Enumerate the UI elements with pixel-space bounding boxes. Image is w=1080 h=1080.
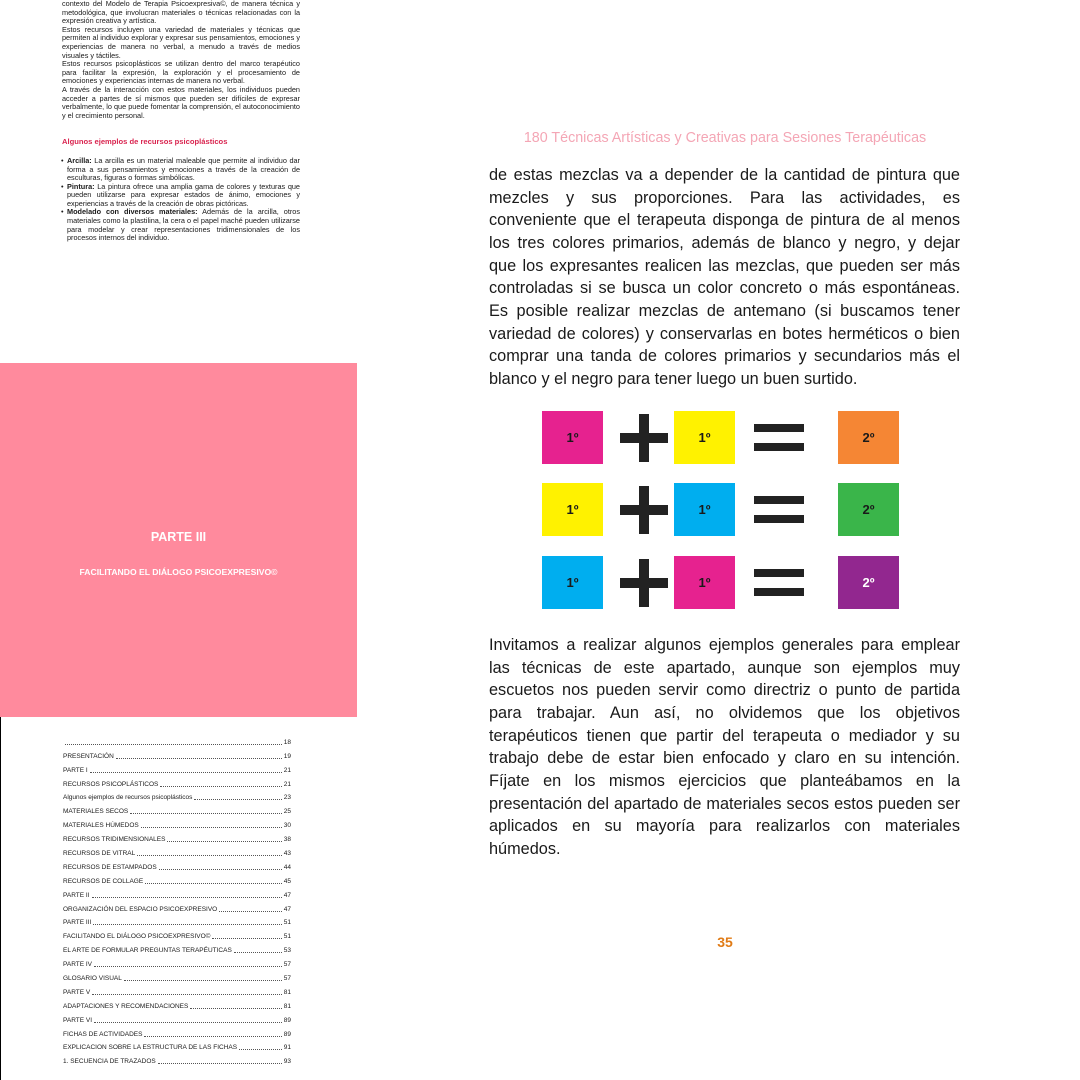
cover-subtitle: FACILITANDO EL DIÁLOGO PSICOEXPRESIVO© [79,567,278,577]
toc-leader-dots [92,897,282,898]
toc-entry-page: 91 [283,1044,291,1052]
toc-entry-page: 18 [283,738,291,746]
toc-entry[interactable] [63,774,291,788]
resource-term: Modelado con diversos materiales: [67,207,198,217]
toc-entry-label: ORGANIZACIÓN DEL ESPACIO PSICOEXPRESIVO [63,905,218,913]
toc-leader-dots [93,924,281,925]
resource-description: Además de la arcilla, otros materiales como la plastilina, la cera o el papel maché pueden utilizarse para modelar y crear representaciones tridimensionales de los procesos internos del individuo. [67,207,301,243]
plus-icon [620,414,668,462]
toc-entry-page: 23 [283,794,291,802]
equals-icon [754,569,804,597]
cover-title: PARTE III [150,530,207,544]
resource-example-item [62,183,300,209]
resource-example-item [62,157,300,183]
toc-entry-label: EL ARTE DE FORMULAR PREGUNTAS TERAPÉUTICAS [63,947,232,955]
toc-entry-page: 89 [283,1030,291,1038]
toc-leader-dots [144,1036,281,1037]
toc-leader-dots [190,1008,281,1009]
toc-entry-page: 21 [283,780,291,788]
toc-leader-dots [159,869,282,870]
toc-entry-page: 25 [283,808,291,816]
toc-entry-page: 93 [283,1058,291,1066]
toc-entry-label: PARTE V [63,988,91,996]
toc-entry[interactable] [63,899,291,913]
toc-entry[interactable] [63,857,291,871]
toc-leader-dots [239,1049,282,1050]
result-swatch: 2º [838,556,899,609]
toc-entry[interactable] [63,996,291,1010]
toc-entry[interactable] [63,913,291,927]
toc-entry-page: 43 [283,850,291,858]
toc-entry-label: RECURSOS TRIDIMENSIONALES [63,836,166,844]
toc-entry-label: FACILITANDO EL DIÁLOGO PSICOEXPRESIVO© [63,933,211,941]
toc-entry-label: PARTE I [63,766,88,774]
toc-leader-dots [234,952,282,953]
primary-color-swatch: 1º [542,411,603,464]
toc-entry[interactable] [63,885,291,899]
toc-entry-label: FICHAS DE ACTIVIDADES [63,1030,143,1038]
toc-leader-dots [65,744,282,745]
toc-leader-dots [212,938,281,939]
resource-term: Pintura: [67,181,95,191]
toc-entry-page: 47 [283,905,291,913]
toc-entry-page: 45 [283,877,291,885]
toc-entry[interactable] [63,760,291,774]
toc-entry-page: 30 [283,822,291,830]
left-paragraph: A través de la interacción con estos materiales, los individuos pueden acceder a partes de sí mismos que pueden ser difíciles de expresar verbalmente, lo que puede fomentar la comprensión, el autoconocimiento y el crecimiento personal. [62,84,300,120]
toc-entry[interactable] [63,843,291,857]
toc-entry-label: PARTE II [63,891,90,899]
toc-entry-page: 51 [283,933,291,941]
toc-entry-page: 19 [283,752,291,760]
plus-icon [620,559,668,607]
toc-leader-dots [141,827,282,828]
toc-entry[interactable] [63,1038,291,1052]
toc-leader-dots [124,980,282,981]
toc-entry[interactable] [63,871,291,885]
toc-leader-dots [137,855,282,856]
toc-entry[interactable] [63,788,291,802]
body-paragraph-2: Invitamos a realizar algunos ejemplos generales para emplear las técnicas de este apartado, aunque son ejemplos muy escuetos nos pueden servir como directriz o punto de partida para trabajar. Aun así, no olvidemos que los objetivos terapéuticos tienen que partir del terapeuta o mediador y su trabajo debe de estar bien enfocado y claro en su intención. Fíjate en los mismos ejercicios que planteábamos en la presentación del apartado de materiales secos estos pueden ser aplicados en su mayoría para realizarlos con materiales húmedos. [489,636,960,858]
toc-entry-label: RECURSOS DE COLLAGE [63,877,144,885]
toc-leader-dots [92,994,282,995]
result-swatch: 2º [838,483,899,536]
left-paragraph: Estos recursos incluyen una variedad de materiales y técnicas que permiten al individuo explorar y expresar sus pensamientos, emociones y experiencias de manera no verbal, a menudo a través de medios visuales y táctiles. [62,24,300,60]
toc-entry[interactable] [63,926,291,940]
toc-entry-page: 44 [283,863,291,871]
toc-entry-page: 81 [283,1002,291,1010]
toc-entry-label: RECURSOS PSICOPLÁSTICOS [63,780,159,788]
toc-leader-dots [94,966,282,967]
primary-color-swatch: 1º [674,411,735,464]
left-page-subheading: Algunos ejemplos de recursos psicoplásticos [62,137,228,147]
primary-color-swatch: 1º [674,483,735,536]
toc-entry[interactable] [63,982,291,996]
plus-icon [620,486,668,534]
part-cover-page [0,363,357,717]
resource-description: La pintura ofrece una amplia gama de colores y texturas que pueden utilizarse para expresar estados de ánimo, emociones y experiencias a través de la creación de obras pictóricas. [67,181,300,208]
body-paragraph-1: de estas mezclas va a depender de la cantidad de pintura que mezcles y sus proporciones. Para las actividades, es conveniente que el terapeuta disponga de pintura de al menos los tres colores primarios, además de blanco y negro, y dejar que los expresantes realicen las mezclas, que pueden ser más controladas si se busca un color concreto o más espontáneas. Es posible realizar mezclas de antemano (si buscamos tener variedad de colores) y conservarlas en botes herméticos o bien comprar una tanda de colores primarios y secundarios más el blanco y el negro para tener luego un buen surtido. [489,166,960,388]
toc-entry[interactable] [63,1010,291,1024]
toc-entry-label: RECURSOS DE ESTAMPADOS [63,863,157,871]
toc-entry[interactable] [63,829,291,843]
left-paragraph: Estos recursos psicoplásticos se utilizan dentro del marco terapéutico para facilitar la expresión, la exploración y el procesamiento de emociones y experiencias internas de manera no verbal. [62,59,300,86]
toc-entry-page: 57 [283,961,291,969]
primary-color-swatch: 1º [542,483,603,536]
toc-entry-page: 38 [283,836,291,844]
page-edge-line [0,717,1,1080]
toc-entry-label: PRESENTACIÓN [63,752,114,760]
toc-leader-dots [160,786,281,787]
resource-example-item [62,208,300,242]
toc-entry[interactable] [63,801,291,815]
toc-entry-page: 51 [283,919,291,927]
toc-leader-dots [194,799,281,800]
toc-entry-page: 89 [283,1016,291,1024]
toc-entry-label: MATERIALES SECOS [63,808,129,816]
toc-entry-label: GLOSARIO VISUAL [63,975,122,983]
toc-leader-dots [130,813,282,814]
toc-entry-label: MATERIALES HÚMEDOS [63,822,139,830]
toc-entry-label: EXPLICACION SOBRE LA ESTRUCTURA DE LAS FICHAS [63,1044,238,1052]
toc-leader-dots [94,1022,282,1023]
left-page-paragraphs [62,0,300,120]
toc-leader-dots [116,758,282,759]
toc-entry[interactable] [63,940,291,954]
toc-entry-label: PARTE III [63,919,92,927]
table-of-contents [63,732,291,1065]
toc-entry-label: Algunos ejemplos de recursos psicoplásticos [63,794,193,802]
toc-entry-page: 53 [283,947,291,955]
toc-leader-dots [219,911,282,912]
toc-entry[interactable] [63,954,291,968]
toc-entry-page: 47 [283,891,291,899]
toc-entry-label: ADAPTACIONES Y RECOMENDACIONES [63,1002,189,1010]
resource-term: Arcilla: [67,155,92,165]
toc-entry[interactable] [63,968,291,982]
toc-entry[interactable] [63,732,291,746]
toc-entry[interactable] [63,815,291,829]
primary-color-swatch: 1º [542,556,603,609]
toc-leader-dots [90,772,282,773]
equals-icon [754,496,804,524]
primary-color-swatch: 1º [674,556,735,609]
toc-entry-page: 81 [283,988,291,996]
toc-entry-label: RECURSOS DE VITRAL [63,850,136,858]
toc-entry[interactable] [63,746,291,760]
equals-icon [754,424,804,452]
toc-entry-label: PARTE VI [63,1016,93,1024]
resource-description: La arcilla es un material maleable que permite al individuo dar forma a sus pensamientos y emociones a través de la creación de esculturas, figuras o formas simbólicas. [67,155,300,183]
left-paragraph: contexto del Modelo de Terapia Psicoexpresiva©, de manera técnica y metodológica, que involucran materiales o técnicas relacionadas con la expresión creativa y artística. [62,0,300,26]
resource-examples-list [62,157,300,243]
result-swatch: 2º [838,411,899,464]
toc-leader-dots [167,841,281,842]
page-number: 35 [717,934,733,950]
toc-entry-label: 1. SECUENCIA DE TRAZADOS [63,1058,156,1066]
toc-leader-dots [158,1063,282,1064]
running-header: 180 Técnicas Artísticas y Creativas para Sesiones Terapéuticas [523,130,927,146]
toc-entry-page: 21 [283,766,291,774]
toc-entry[interactable] [63,1051,291,1065]
toc-leader-dots [145,883,282,884]
toc-entry[interactable] [63,1024,291,1038]
toc-entry-label: PARTE IV [63,961,93,969]
toc-entry-page: 57 [283,975,291,983]
left-page-text [62,0,300,243]
